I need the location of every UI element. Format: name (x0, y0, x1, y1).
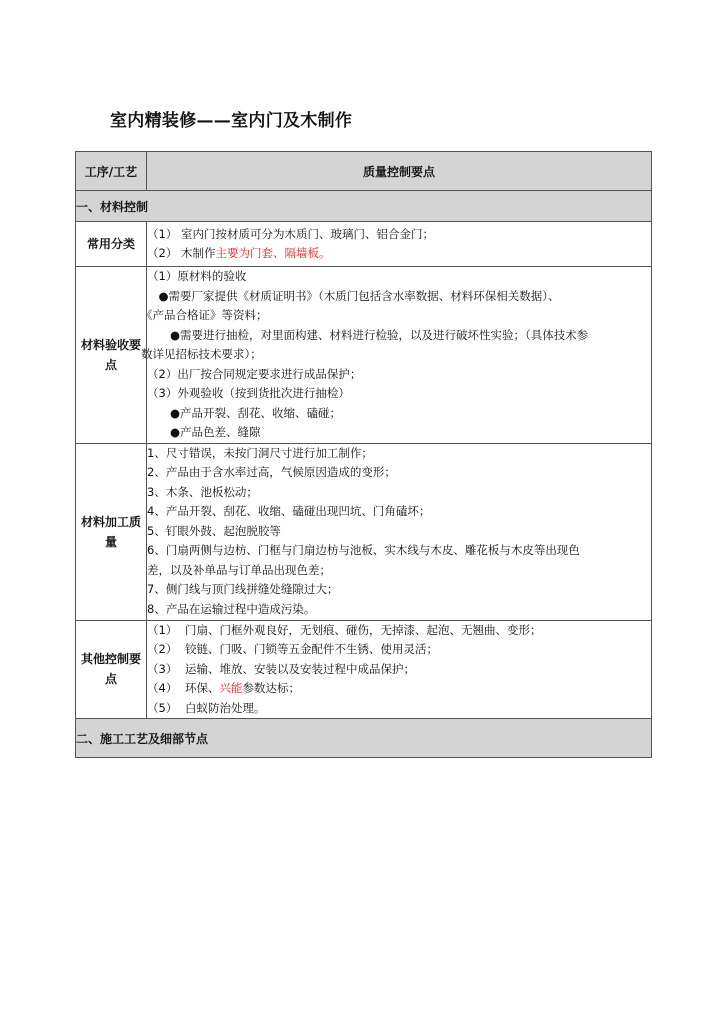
row-label-other (76, 620, 147, 719)
list-item (147, 679, 651, 699)
list-item: 5、钉眼外鼓、起泡脱胶等 (147, 523, 281, 538)
row-label-material-check (76, 267, 147, 444)
row-label-material-check-text: 材料验收要点 (80, 337, 141, 372)
item-number: （2） (147, 642, 178, 656)
table-row-material-check (76, 267, 652, 444)
item-text: 参数达标； (242, 681, 300, 695)
list-item (147, 225, 651, 245)
list-item: 8、产品在运输过程中造成污染。 (147, 601, 316, 616)
row-content-other (147, 620, 652, 719)
row-content-material-check (141, 267, 652, 444)
row-label-processing (76, 443, 147, 620)
item-number: （1） (147, 226, 178, 241)
header-process: 工序/工艺 (76, 152, 147, 191)
item-text: 木制作 (181, 246, 216, 260)
list-item: 差，以及补单品与订单品出现色差； (147, 562, 331, 577)
list-item (147, 244, 651, 264)
section-row-construction (76, 719, 652, 758)
row-label-processing-text: 材料加工质量 (80, 514, 141, 549)
list-item: 6、门扇两侧与边枋、门框与门扇边枋与池板、实木线与木皮、雕花板与木皮等出现色 (147, 543, 580, 558)
list-item (147, 699, 651, 719)
table-row-category (76, 222, 652, 267)
row-label-other-text: 其他控制要点 (80, 652, 141, 687)
list-item: （3）外观验收（按到货批次进行抽检） (147, 386, 350, 400)
list-item (147, 660, 651, 680)
row-content-processing (147, 443, 652, 620)
item-number: （4） (147, 681, 178, 695)
list-item: 1、尺寸错误，未按门洞尺寸进行加工制作； (147, 445, 373, 460)
section-title-material-control: 一、材料控制 (76, 191, 652, 222)
table-row-processing (76, 443, 652, 620)
item-text-highlight: 兴能 (219, 681, 243, 695)
list-item: 3、木条、池板松动； (147, 484, 258, 499)
list-item: （1）原材料的验收 (147, 269, 247, 283)
list-item (147, 621, 651, 641)
item-text: 白蚁防治处理。 (185, 700, 266, 715)
item-number: （3） (147, 661, 178, 676)
quality-control-table (75, 151, 652, 758)
list-item: 数详见招标技术要求）； (141, 347, 262, 361)
row-label-category (76, 222, 147, 267)
list-item: ●需要厂家提供《材质证明书》（木质门包括含水率数据、材料环保相关数据）、 (147, 288, 560, 303)
item-text: 室内门按材质可分为木质门、玻璃门、铝合金门； (181, 226, 434, 241)
header-quality-points: 质量控制要点 (147, 152, 652, 191)
item-text: 门扇、门框外观良好，无划痕、碰伤，无掉漆、起泡、无翘曲、变形； (185, 622, 542, 637)
item-text: 环保、 (185, 681, 220, 695)
item-number: （5） (147, 700, 178, 715)
page-title: 室内精装修——室内门及木制作 (110, 111, 353, 131)
list-item: ●需要进行抽检，对里面构建、材料进行检验，以及进行破坏性实验；（具体技术参 (147, 327, 589, 342)
table-row-other (76, 620, 652, 719)
row-label-category-text: 常用分类 (86, 237, 135, 251)
list-item: 《产品合格证》等资料； (141, 308, 268, 322)
row-content-category (147, 222, 652, 267)
item-number: （2） (147, 246, 178, 260)
list-item: （2）出厂按合同规定要求进行成品保护； (147, 366, 362, 381)
section-row-material-control (76, 191, 652, 222)
list-item: 4、产品开裂、刮花、收缩、磕碰出现凹坑、门角磕坏； (147, 504, 431, 519)
item-text: 铰链、门吸、门锁等五金配件不生锈、使用灵活； (185, 642, 438, 656)
item-text-highlight: 主要为门套、隔墙板。 (215, 246, 331, 260)
list-item: ●产品开裂、刮花、收缩、磕碰； (147, 405, 342, 420)
list-item: 2、产品由于含水率过高，气候原因造成的变形； (147, 465, 396, 480)
list-item: ●产品色差、缝隙 (147, 425, 261, 439)
table-header-row (76, 152, 652, 191)
list-item: 7、侧门线与顶门线拼缝处缝隙过大； (147, 582, 339, 597)
item-text: 运输、堆放、安装以及安装过程中成品保护； (185, 661, 415, 676)
list-item (147, 640, 651, 660)
item-number: （1） (147, 622, 178, 637)
section-title-construction: 二、施工工艺及细部节点 (76, 719, 652, 758)
